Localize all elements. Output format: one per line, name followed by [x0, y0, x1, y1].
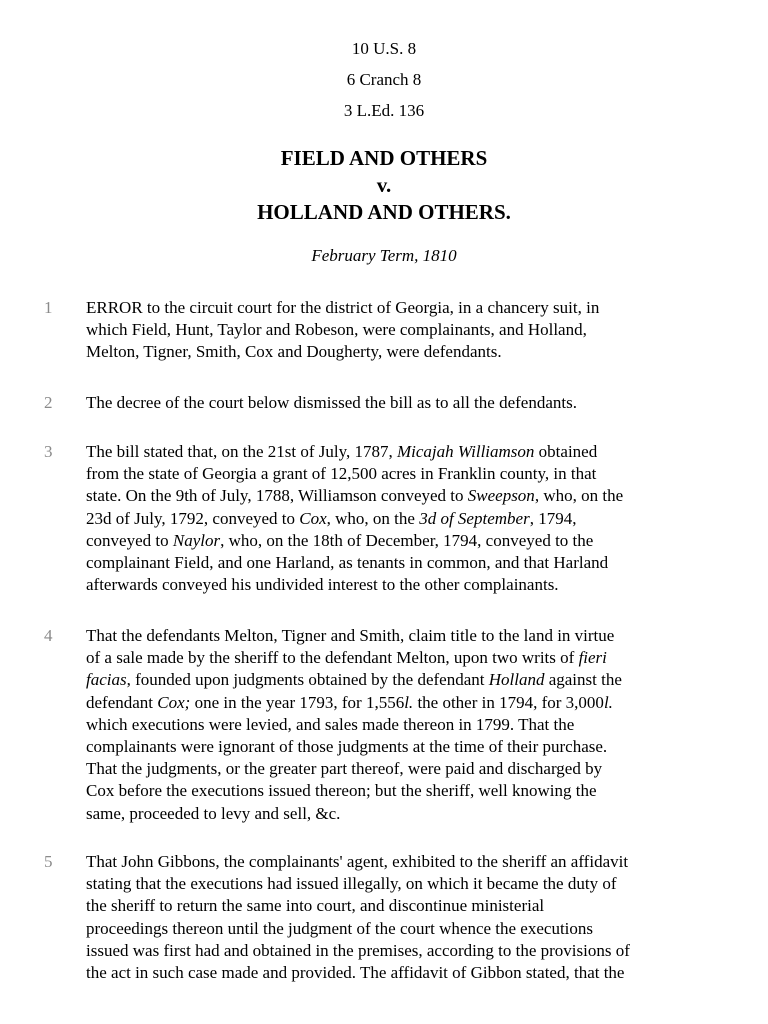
- text-run: defendant: [86, 692, 158, 712]
- text-line: [86, 803, 726, 825]
- case-defendants: HOLLAND AND OTHERS.: [257, 200, 511, 224]
- text-line: [86, 692, 726, 714]
- text-line: [86, 669, 726, 691]
- text-run: The bill stated that, on the 21st of July, 1787,: [86, 442, 397, 461]
- text-run: which executions were levied, and sales made thereon in 1799. That the: [86, 714, 575, 734]
- text-run: complainants were ignorant of those judgments at the time of their purchase.: [86, 737, 608, 757]
- text-run: The decree of the court below dismissed the bill as to all the defendants.: [86, 393, 577, 412]
- case-plaintiffs: FIELD AND OTHERS: [280, 146, 488, 170]
- text-run: , who, on the: [326, 508, 420, 528]
- text-run: of a sale made by the sheriff to the defendant Melton, upon two writs of: [86, 648, 579, 668]
- text-run: issued was first had and obtained in the premises, according to the provisions of: [86, 940, 630, 960]
- text-line: [86, 574, 726, 596]
- text-run: , who, on the 18th of December, 1794, conveyed to the: [220, 530, 594, 550]
- text-line: [86, 485, 726, 507]
- court-term: February Term, 1810: [311, 246, 457, 265]
- text-run: That the judgments, or the greater part thereof, were paid and discharged by: [86, 759, 603, 779]
- italic-run: Sweepson: [467, 486, 535, 506]
- text-run: proceedings thereon until the judgment of the court whence the executions: [86, 918, 594, 938]
- italic-run: Cox: [299, 508, 327, 528]
- text-line: [86, 758, 726, 780]
- text-run: state. On the 9th of July, 1788, Williamson conveyed to: [86, 486, 468, 506]
- text-run: , who, on the: [534, 486, 624, 506]
- text-line: [86, 851, 726, 873]
- paragraph-text: [86, 441, 726, 596]
- text-line: [86, 508, 726, 530]
- text-run: Melton, Tigner, Smith, Cox and Dougherty, were defendants.: [86, 342, 502, 362]
- paragraph-number: 2: [44, 393, 53, 412]
- text-line: [86, 441, 726, 463]
- text-run: the act in such case made and provided. The affidavit of Gibbon stated, that the: [86, 963, 625, 983]
- text-run: stating that the executions had issued illegally, on which it became the duty of: [86, 874, 617, 894]
- text-run: obtained: [534, 442, 598, 461]
- text-run: 23d of July, 1792, conveyed to: [86, 508, 300, 528]
- text-run: Cox before the executions issued thereon; but the sheriff, well knowing the: [86, 781, 597, 801]
- text-line: [86, 530, 726, 552]
- text-run: , 1794,: [529, 508, 577, 528]
- italic-run: Naylor: [172, 530, 221, 550]
- text-run: the sheriff to return the same into court, and discontinue ministerial: [86, 896, 545, 916]
- text-line: [86, 714, 726, 736]
- paragraph-text: [86, 851, 726, 984]
- text-line: [86, 940, 726, 962]
- paragraph-text: [86, 297, 726, 364]
- text-line: [86, 341, 726, 363]
- text-line: [86, 873, 726, 895]
- italic-run: l.: [603, 692, 613, 712]
- text-line: [86, 962, 726, 984]
- text-run: which Field, Hunt, Taylor and Robeson, were complainants, and Holland,: [86, 320, 587, 340]
- text-run: same, proceeded to levy and sell, &c.: [86, 803, 341, 823]
- italic-run: Cox;: [157, 692, 191, 712]
- text-run: , founded upon judgments obtained by the defendant: [126, 670, 489, 690]
- paragraph-number: 1: [44, 298, 53, 317]
- text-run: the other in 1794, for 3,000: [413, 692, 604, 712]
- italic-run: 3d of September: [419, 508, 530, 528]
- citation-us-reports: 10 U.S. 8: [351, 39, 417, 58]
- text-line: [86, 392, 726, 414]
- paragraph-text: [86, 392, 726, 414]
- paragraph-number: 4: [44, 626, 53, 645]
- paragraph-number: 5: [44, 852, 53, 871]
- citation-lawyers-edition: 3 L.Ed. 136: [343, 101, 425, 120]
- text-run: That John Gibbons, the complainants' agent, exhibited to the sheriff an affidavit: [86, 852, 629, 871]
- text-line: [86, 297, 726, 319]
- text-line: [86, 736, 726, 758]
- text-run: afterwards conveyed his undivided interest to the other complainants.: [86, 575, 559, 595]
- italic-run: fieri: [578, 648, 607, 668]
- text-run: conveyed to: [86, 530, 173, 550]
- case-versus: v.: [376, 173, 392, 197]
- case-title: [0, 145, 768, 226]
- text-line: [86, 647, 726, 669]
- text-line: [86, 895, 726, 917]
- citation-block: [0, 33, 768, 126]
- text-run: That the defendants Melton, Tigner and Smith, claim title to the land in virtue: [86, 626, 615, 645]
- text-line: [86, 625, 726, 647]
- italic-run: facias: [86, 670, 127, 690]
- paragraph-number: 3: [44, 442, 53, 461]
- text-line: [86, 552, 726, 574]
- text-run: against the: [544, 670, 622, 690]
- paragraph-text: [86, 625, 726, 825]
- text-line: [86, 463, 726, 485]
- text-line: [86, 780, 726, 802]
- text-run: one in the year 1793, for 1,556: [190, 692, 405, 712]
- text-line: [86, 319, 726, 341]
- italic-run: Micajah Williamson: [397, 442, 535, 461]
- citation-cranch: 6 Cranch 8: [346, 70, 422, 89]
- text-run: ERROR to the circuit court for the district of Georgia, in a chancery suit, in: [86, 298, 600, 317]
- text-run: complainant Field, and one Harland, as tenants in common, and that Harland: [86, 553, 609, 573]
- text-line: [86, 918, 726, 940]
- italic-run: l.: [404, 692, 414, 712]
- text-run: from the state of Georgia a grant of 12,500 acres in Franklin county, in that: [86, 464, 597, 484]
- italic-run: Holland: [488, 670, 545, 690]
